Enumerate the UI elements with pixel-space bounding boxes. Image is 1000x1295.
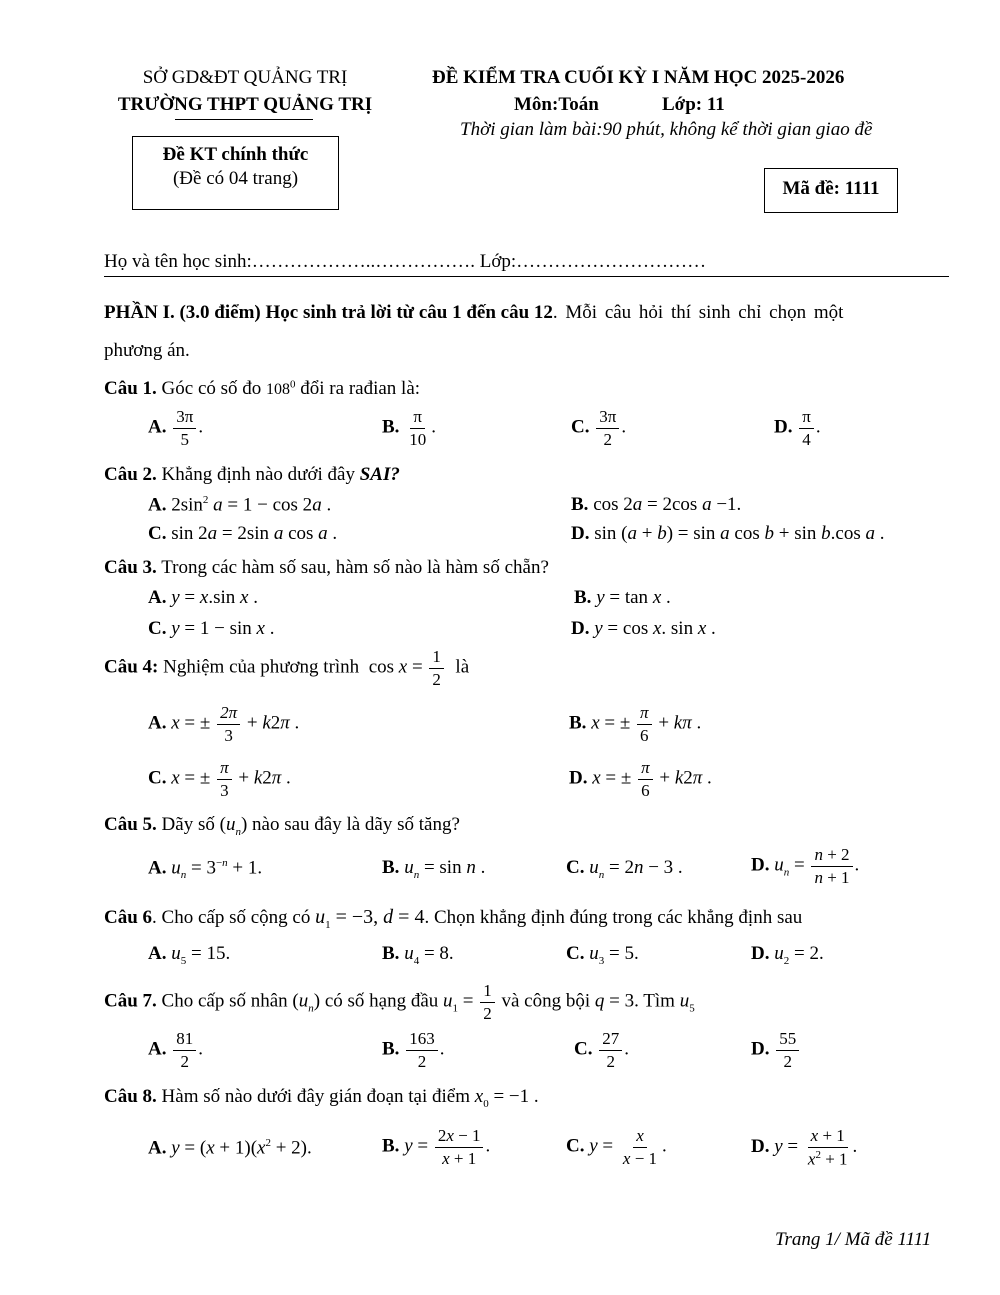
q3-option-b[interactable]: B. y = tan x . bbox=[574, 587, 671, 608]
page-footer: Trang 1/ Mã đề 1111 bbox=[775, 1229, 932, 1250]
q6-option-b[interactable]: B. $u_4 = 8$. bbox=[382, 943, 454, 967]
exam-title: ĐỀ KIỂM TRA CUỐI KỲ I NĂM HỌC 2025-2026 bbox=[432, 67, 845, 88]
part1-title-cont: phương án. bbox=[104, 340, 190, 361]
q4-option-a[interactable]: A. x = ± $\frac{2\pi}{3}$ + k2π . bbox=[148, 703, 300, 745]
q6-option-a[interactable]: A. $u_5 = 15$. bbox=[148, 943, 231, 967]
q5-option-a[interactable]: A. $u_n = 3^{-n} + 1$. bbox=[148, 857, 263, 882]
question-7: Câu 7. Cho cấp số nhân $(u_n)$ có số hạng đầu $u_1$ = $\frac{1}{2}$ và công bội q = 3. Tìm $u_5$ bbox=[104, 981, 695, 1023]
q1-option-d[interactable]: D. $\frac{\pi}{4}$ . bbox=[774, 407, 821, 449]
question-1-text-end: đổi ra rađian là: bbox=[300, 378, 421, 399]
q7-option-a[interactable]: A. $\frac{81}{2}$ . bbox=[148, 1029, 203, 1071]
question-2-emphasis: SAI? bbox=[359, 464, 400, 485]
q6-option-d[interactable]: D. $u_2 = 2$. bbox=[751, 943, 824, 967]
q8-option-d[interactable]: D. y = $\frac{x + 1}{x^2 + 1}$ . bbox=[751, 1126, 858, 1169]
q8-option-a[interactable]: A. $y = (x + 1)(x^2 + 2)$. bbox=[148, 1137, 312, 1159]
q8-option-c[interactable]: C. y = $\frac{x}{x - 1}$ . bbox=[566, 1126, 667, 1168]
subject: Môn:Toán bbox=[514, 94, 599, 115]
q6-option-c[interactable]: C. $u_3 = 5$. bbox=[566, 943, 639, 967]
q1-option-c[interactable]: C. $\frac{3\pi}{2}$ . bbox=[571, 407, 627, 449]
question-1-angle: 108 bbox=[266, 381, 291, 398]
q1-option-a[interactable]: A. $\frac{3\pi}{5}$ . bbox=[148, 407, 204, 449]
q5-option-b[interactable]: B. $u_n = \sin n$ . bbox=[382, 857, 486, 881]
student-info-line: Họ và tên học sinh:………………..……………. Lớp:………………………… bbox=[104, 251, 707, 272]
part1-title-bold: PHẦN I. (3.0 điểm) Học sinh trả lời từ câu 1 đến câu 12 bbox=[104, 302, 553, 323]
q3-option-a[interactable]: A. y = x.sin x . bbox=[148, 587, 258, 608]
q7-option-b[interactable]: B. $\frac{163}{2}$ . bbox=[382, 1029, 445, 1071]
question-5: Câu 5. Dãy số $(u_n)$ nào sau đây là dãy số tăng? bbox=[104, 814, 460, 838]
q7-option-c[interactable]: C. $\frac{27}{2}$ . bbox=[574, 1029, 629, 1071]
question-2: Câu 2. Khẳng định nào dưới đây SAI? bbox=[104, 464, 400, 485]
q3-option-c[interactable]: C. y = 1 − sin x . bbox=[148, 618, 275, 639]
time-note: Thời gian làm bài:90 phút, không kể thời gian giao đề bbox=[460, 119, 873, 140]
pages-note: (Đề có 04 trang) bbox=[172, 168, 299, 189]
school-underline bbox=[175, 119, 313, 120]
q2-option-b[interactable]: B. cos 2a = 2cos a −1. bbox=[571, 494, 742, 515]
q7-option-d[interactable]: D. $\frac{55}{2}$ bbox=[751, 1030, 801, 1071]
department-name: SỞ GD&ĐT QUẢNG TRỊ bbox=[142, 67, 348, 88]
question-8: Câu 8. Hàm số nào dưới đây gián đoạn tại điểm $x_0 = -1$ . bbox=[104, 1086, 539, 1110]
question-1-label: Câu 1. bbox=[104, 378, 157, 399]
question-1: Câu 1. Góc có số đo $108^0$ đổi ra rađian là: bbox=[104, 378, 421, 399]
question-4: Câu 4: Nghiệm của phương trình cos x = $\frac{1}{2}$ là bbox=[104, 647, 470, 689]
q2-option-c[interactable]: C. sin 2a = 2sin a cos a . bbox=[148, 523, 338, 544]
part1-title-rest: . Mỗi câu hỏi thí sinh chỉ chọn một bbox=[552, 302, 844, 323]
q1-option-b[interactable]: B. $\frac{\pi}{10}$ . bbox=[382, 407, 436, 449]
school-name: TRƯỜNG THPT QUẢNG TRỊ bbox=[117, 94, 373, 115]
q2-option-d[interactable]: D. sin (a + b) = sin a cos b + sin b.cos a . bbox=[571, 523, 885, 544]
q5-option-d[interactable]: D. $u_n$ = $\frac{n + 2}{n + 1}$ . bbox=[751, 845, 860, 887]
q2-option-a[interactable]: A. $2\sin^2$ a = 1 − cos 2a . bbox=[148, 494, 332, 516]
q5-option-c[interactable]: C. $u_n = 2n - 3$ . bbox=[566, 857, 683, 881]
official-box bbox=[132, 136, 339, 210]
question-1-text: Góc có số đo bbox=[161, 378, 262, 399]
q4-option-d[interactable]: D. x = ± $\frac{\pi}{6}$ + k2π . bbox=[569, 758, 712, 800]
exam-code-box bbox=[764, 168, 898, 213]
question-6: Câu 6. Cho cấp số cộng có $u_1 = -3$, d = 4. Chọn khẳng định đúng trong các khẳng định sau bbox=[104, 906, 803, 931]
question-3: Câu 3. Trong các hàm số sau, hàm số nào là hàm số chẵn? bbox=[104, 557, 549, 578]
q4-option-c[interactable]: C. x = ± $\frac{\pi}{3}$ + k2π . bbox=[148, 758, 291, 800]
q8-option-b[interactable]: B. y = $\frac{2x - 1}{x + 1}$ . bbox=[382, 1126, 491, 1168]
exam-code: Mã đề: 1111 bbox=[782, 178, 880, 199]
part1-title bbox=[104, 302, 843, 324]
grade: Lớp: 11 bbox=[662, 94, 725, 115]
q3-option-d[interactable]: D. y = cos x. sin x . bbox=[571, 618, 716, 639]
q4-option-b[interactable]: B. x = ± $\frac{\pi}{6}$ + kπ . bbox=[569, 703, 702, 745]
official-label: Đề KT chính thức bbox=[162, 144, 309, 165]
header-divider bbox=[104, 276, 949, 277]
